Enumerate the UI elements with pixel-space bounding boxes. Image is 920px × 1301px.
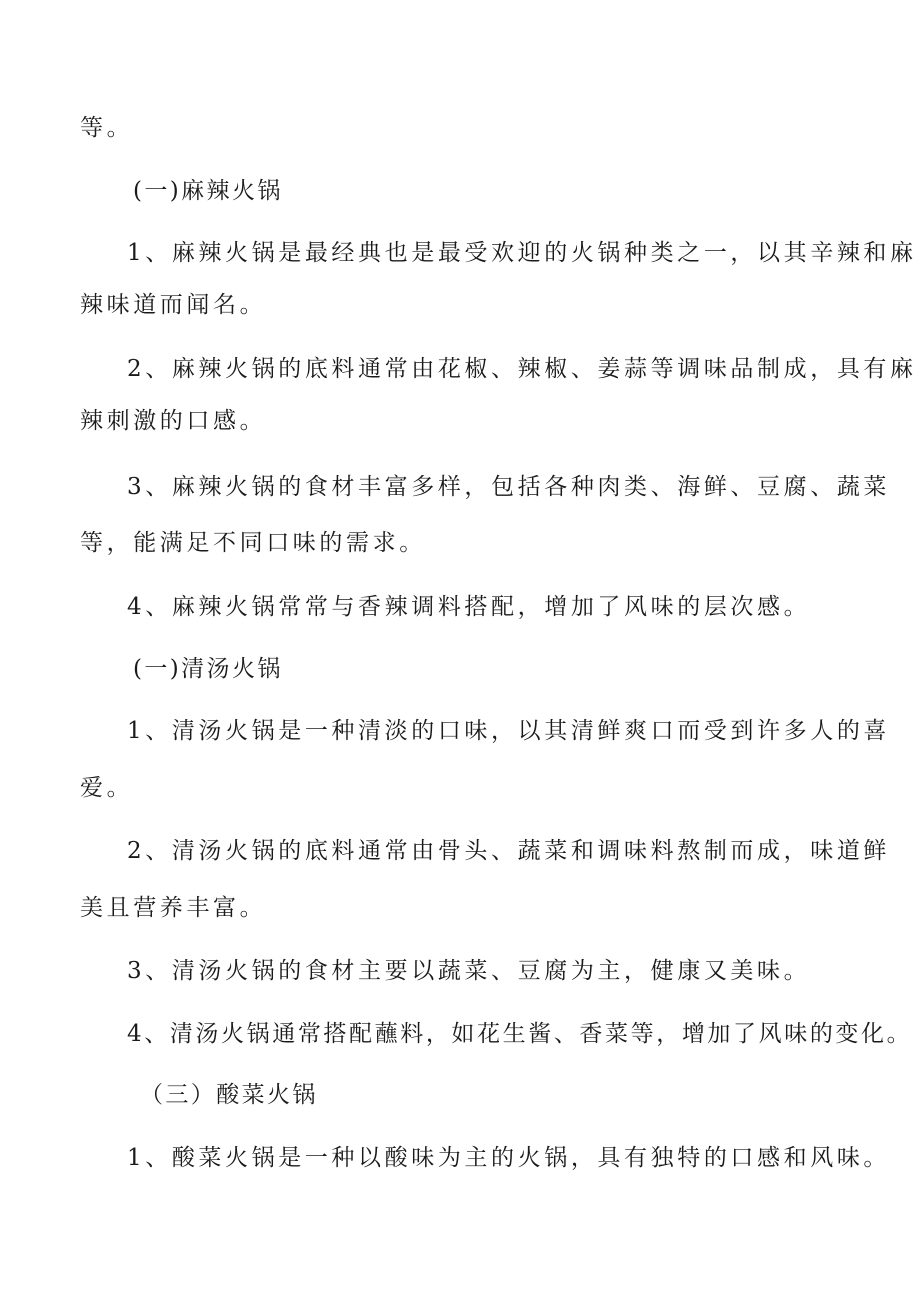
paragraph-line: 辣味道而闻名。 xyxy=(80,292,267,318)
continuation-line: 等。 xyxy=(80,115,134,141)
section-heading-mala: (一)麻辣火锅 xyxy=(133,178,283,204)
section-heading-suancai: （三）酸菜火锅 xyxy=(140,1082,318,1108)
paragraph-line: 等，能满足不同口味的需求。 xyxy=(80,530,426,556)
paragraph-line: 4、清汤火锅通常搭配蘸料，如花生酱、香菜等，增加了风味的变化。 xyxy=(127,1021,913,1047)
paragraph-line: 美且营养丰富。 xyxy=(80,895,267,921)
paragraph-line: 爱。 xyxy=(80,775,134,801)
paragraph-line: 3、清汤火锅的食材主要以蔬菜、豆腐为主，健康又美味。 xyxy=(127,958,811,984)
paragraph-line: 辣刺激的口感。 xyxy=(80,408,267,434)
paragraph-line: 3、麻辣火锅的食材丰富多样，包括各种肉类、海鲜、豆腐、蔬菜 xyxy=(127,474,891,500)
paragraph-line: 2、清汤火锅的底料通常由骨头、蔬菜和调味料熬制而成，味道鲜 xyxy=(127,838,891,864)
paragraph-line: 1、麻辣火锅是最经典也是最受欢迎的火锅种类之一，以其辛辣和麻 xyxy=(127,240,917,266)
paragraph-line: 1、酸菜火锅是一种以酸味为主的火锅，具有独特的口感和风味。 xyxy=(127,1145,891,1171)
section-heading-qingtang: (一)清汤火锅 xyxy=(133,656,283,682)
paragraph-line: 1、清汤火锅是一种清淡的口味，以其清鲜爽口而受到许多人的喜 xyxy=(127,718,891,744)
paragraph-line: 4、麻辣火锅常常与香辣调料搭配，增加了风味的层次感。 xyxy=(127,594,811,620)
paragraph-line: 2、麻辣火锅的底料通常由花椒、辣椒、姜蒜等调味品制成，具有麻 xyxy=(127,356,917,382)
